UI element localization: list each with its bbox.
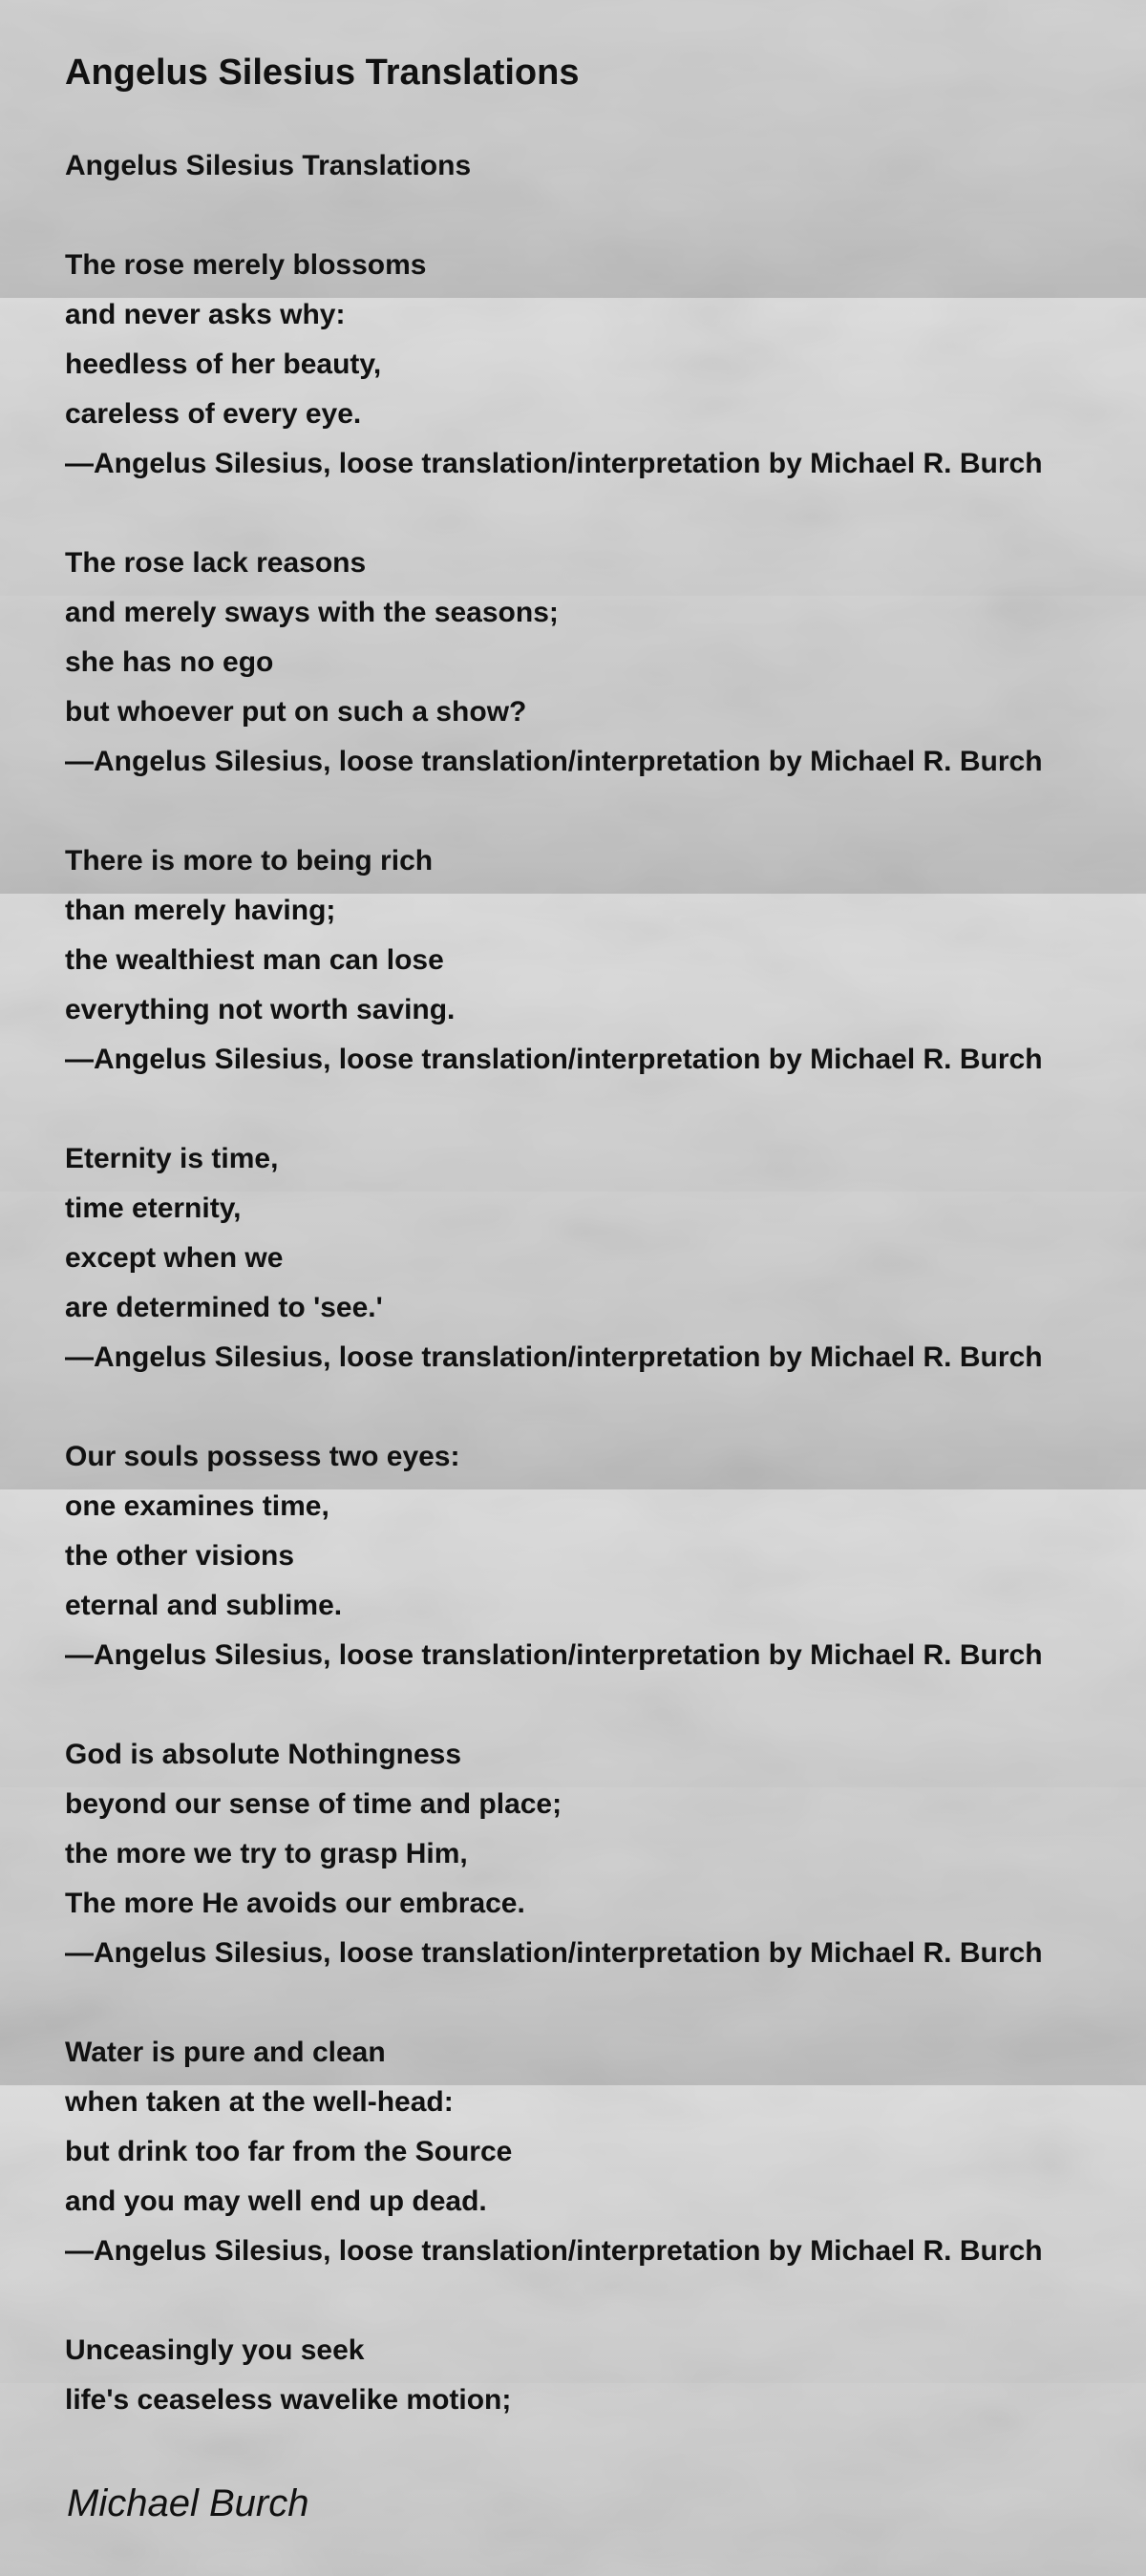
poem-line: one examines time, [65,1490,329,1522]
poem-line: —Angelus Silesius, loose translation/interpretation by Michael R. Burch [65,2235,1043,2267]
poem-line: she has no ego [65,646,274,678]
poem-line: Unceasingly you seek [65,2334,365,2366]
poem-line: —Angelus Silesius, loose translation/interpretation by Michael R. Burch [65,1044,1043,1075]
poem-line: and never asks why: [65,299,346,330]
poem-line: but drink too far from the Source [65,2136,513,2167]
poem-line: the wealthiest man can lose [65,944,444,976]
poem-line: The rose merely blossoms [65,249,427,281]
poem-line: eternal and sublime. [65,1590,343,1621]
poem-line: Water is pure and clean [65,2037,386,2068]
stanza-gap [65,1680,1125,1730]
poem-line: heedless of her beauty, [65,348,382,380]
stanza-gap [65,787,1125,836]
poem-line: everything not worth saving. [65,994,456,1025]
poem-line: are determined to 'see.' [65,1292,383,1323]
stanza-gap [65,489,1125,538]
poem-line: except when we [65,1242,284,1274]
poem-line: when taken at the well-head: [65,2086,454,2118]
author-signature: Michael Burch [67,2482,309,2524]
poem-line: God is absolute Nothingness [65,1739,462,1770]
poem-line: Angelus Silesius Translations [65,150,472,181]
poem-line: —Angelus Silesius, loose translation/interpretation by Michael R. Burch [65,1937,1043,1969]
poem-line: Eternity is time, [65,1143,279,1174]
poem-line: time eternity, [65,1193,242,1224]
page-title: Angelus Silesius Translations [65,53,580,93]
stanza-gap [65,1978,1125,2028]
poem-line: than merely having; [65,895,336,926]
poem-line: but whoever put on such a show? [65,696,527,728]
stanza-gap [65,2276,1125,2326]
stanza-gap [65,191,1125,241]
poem-line: There is more to being rich [65,845,434,876]
poem-line: —Angelus Silesius, loose translation/interpretation by Michael R. Burch [65,1341,1043,1373]
poem-line: The rose lack reasons [65,547,367,579]
poem-line: the other visions [65,1540,295,1572]
poem-line: the more we try to grasp Him, [65,1838,468,1869]
poem-line: —Angelus Silesius, loose translation/interpretation by Michael R. Burch [65,1639,1043,1671]
poem-body [65,141,1125,2425]
stanza-gap [65,1383,1125,1432]
poem-line: life's ceaseless wavelike motion; [65,2384,512,2416]
poem-line: and merely sways with the seasons; [65,597,559,628]
poem-line: Our souls possess two eyes: [65,1441,460,1472]
stanza-gap [65,1085,1125,1134]
poem-line: and you may well end up dead. [65,2185,487,2217]
poem-line: beyond our sense of time and place; [65,1788,562,1820]
poem-line: —Angelus Silesius, loose translation/interpretation by Michael R. Burch [65,746,1043,777]
poem-line: The more He avoids our embrace. [65,1888,525,1919]
poem-line: careless of every eye. [65,398,362,430]
poem-line: —Angelus Silesius, loose translation/interpretation by Michael R. Burch [65,448,1043,479]
